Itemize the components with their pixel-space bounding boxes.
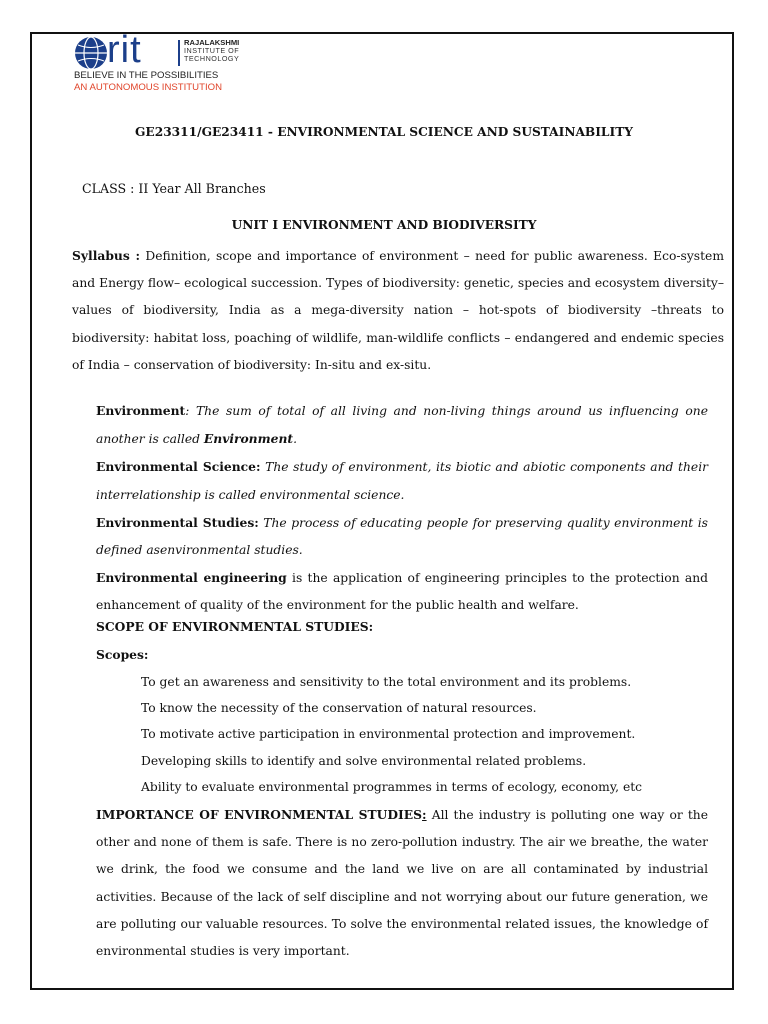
importance-text: All the industry is polluting one way or the other and none of them is safe. There is no zero-pollution industry. The air we breathe, the water we drink, the food we consume and the land we live on are all contaminated by industrial activities. Because of the lack of self discipline and not worrying about our future generation, we are polluting our valuable resources. To solve the environmental related issues, the knowledge of environmental studies is very important. (96, 808, 708, 959)
logo-divider (178, 40, 180, 66)
list-item: To know the necessity of the conservation of natural resources. (141, 701, 537, 716)
logo-wordmark: rit (107, 29, 142, 71)
definition-environmental-engineering (96, 564, 708, 619)
definition-text: The process of educating people for preserving quality environment is defined asenvironmental studies. (96, 515, 708, 558)
definition-term: Environmental Studies: (96, 514, 259, 530)
definition-term: Environmental Science: (96, 459, 261, 475)
unit-title: UNIT I ENVIRONMENT AND BIODIVERSITY (231, 218, 537, 232)
scopes-list (141, 669, 642, 800)
definition-text: The study of environment, its biotic and abiotic components and their interrelationship is called environmental science. (96, 460, 709, 502)
class-line: CLASS : II Year All Branches (82, 181, 266, 196)
syllabus-text: Definition, scope and importance of environment – need for public awareness. Eco-system and Energy flow– ecological succession. Types of biodiversity: genetic, species and ecosystem diversity– values of biodiversity, India as a mega-diversity nation – hot-spots of biodiversity –threats to biodiversity: habitat loss, poaching of wildlife, man-wildlife conflicts – endangered and endemic species of India – conservation of biodiversity: In-situ and ex-situ. (72, 249, 724, 372)
scopes-label: Scopes: (96, 647, 149, 662)
definition-environmental-science (96, 453, 708, 508)
importance-colon: : (422, 807, 427, 822)
definition-environment: Environment: The sum of total of all living and non-living things around us influencing one another is called Environment. (96, 403, 708, 447)
definition-text: is the application of engineering principles to the protection and enhancement of quality of the environment for the public health and welfare. (96, 571, 708, 613)
logo-institute-name: RAJALAKSHMI INSTITUTE OF TECHNOLOGY (184, 38, 240, 63)
syllabus-label: Syllabus : (72, 248, 141, 263)
syllabus-paragraph (72, 242, 724, 379)
list-item: To motivate active participation in environmental protection and improvement. (141, 727, 636, 742)
scope-heading: SCOPE OF ENVIRONMENTAL STUDIES: (96, 619, 374, 634)
definitions-section (96, 397, 708, 620)
list-item: Ability to evaluate environmental programmes in terms of ecology, economy, etc (141, 779, 643, 794)
definition-environmental-studies (96, 509, 708, 564)
importance-heading: IMPORTANCE OF ENVIRONMENTAL STUDIES (96, 807, 423, 822)
logo-tagline: BELIEVE IN THE POSSIBILITIES (74, 70, 219, 81)
institution-logo (74, 29, 244, 94)
definition-term: Environment (96, 403, 186, 418)
definition-emphasis: Environment (203, 431, 294, 447)
definition-term: Environmental engineering (96, 570, 287, 586)
globe-icon (74, 36, 108, 70)
logo-subtagline: AN AUTONOMOUS INSTITUTION (74, 82, 222, 93)
list-item: Developing skills to identify and solve environmental related problems. (141, 753, 587, 768)
document-title: GE23311/GE23411 - ENVIRONMENTAL SCIENCE AND SUSTAINABILITY (135, 125, 633, 139)
list-item: To get an awareness and sensitivity to the total environment and its problems. (141, 675, 632, 689)
importance-paragraph (96, 801, 708, 965)
definition-text: : The sum of total of all living and non-living things around us influencing one another is called (96, 404, 708, 447)
